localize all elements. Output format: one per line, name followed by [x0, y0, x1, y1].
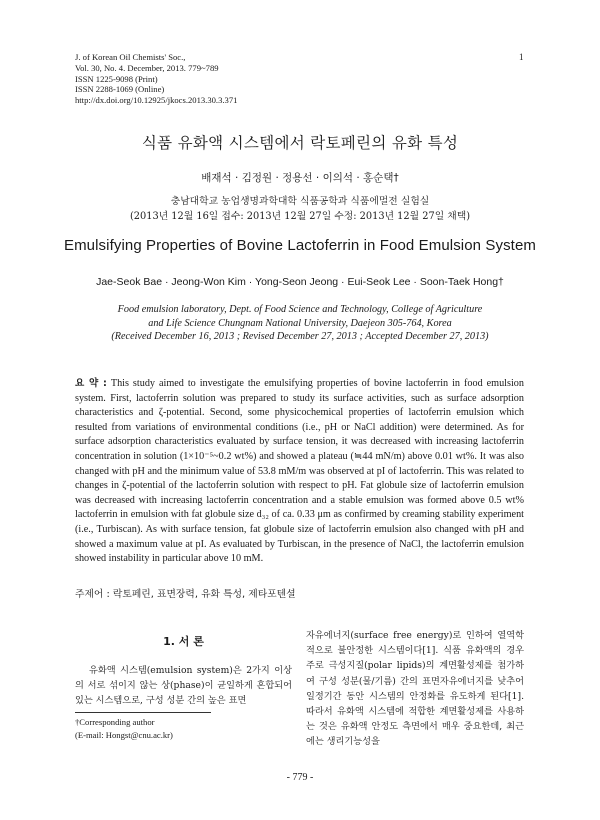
abstract-text: This study aimed to investigate the emulsifying properties of bovine lactoferrin in food emulsion system. First, lactoferrin solution was prepared to study its surface activities, such as surface adsorption characteristics and ζ-potential. Second, some physicochemical properties of lactoferrin emulsion which resulted from variations of environmental conditions (i.e., pH or NaCl addition) were determined. As for surface adsorption characteristics evaluated by surface tension, it was decreased with increasing lactoferrin concentration in solution (1×10⁻⁵~0.2 wt%) and showed a plateau (≒44 mN/m) above 0.01 wt%. It was also changed with pH and the minimum value of 53.8 mM/m was observed at pI of lactoferrin. This was related to changes in ζ-potential of the lactoferrin solution with respect to pH. Fat globule size of lactoferrin emulsion was decreased with increasing lactoferrin concentration and a stable emulsion was formed above 0.5 wt% lactoferrin in emulsion with fat globule size d₃₂ of ca. 0.33 μm as confirmed by creaming stability experiment (i.e., Turbiscan). As with surface tension, fat globule size of lactoferrin emulsion also changed with pH and showed a maximum value at pI. As evaluated by Turbiscan, in the presence of NaCl, the lactoferrin emulsion showed instability in particular above 10 mM.	[75, 378, 524, 565]
page-footer-number: - 779 -	[286, 772, 314, 783]
affiliation-korean-line: 충남대학교 농업생명과학대학 식품공학과 식품에멀전 실험실	[170, 196, 430, 207]
footnote-email: (E-mail: Hongst@cnu.ac.kr)	[75, 730, 173, 740]
affiliation-english	[0, 303, 600, 344]
title-english: Emulsifying Properties of Bovine Lactoferrin in Food Emulsion System	[63, 237, 536, 254]
issn-print: ISSN 1225-9098 (Print)	[75, 73, 158, 84]
authors-korean: 배재석 · 김정원 · 정용선 · 이의석 · 홍순택†	[201, 172, 399, 184]
dates-korean: (2013년 12월 16일 접수: 2013년 12월 27일 수정: 2013년 12월 27일 채택)	[129, 210, 471, 222]
page-number-top: 1	[519, 52, 524, 62]
section-heading: 1. 서 론	[163, 635, 204, 648]
title-korean: 식품 유화액 시스템에서 락토페린의 유화 특성	[141, 134, 459, 152]
intro-text-right: 자유에너지(surface free energy)로 인하여 열역학적으로 불안정한 시스템이다[1]. 식품 유화액의 경우 주로 극성지질(polar lipids)의 계면활성제를 첨가하여 구성 성분(물/기름) 간의 표면자유에너지를 낮추어 일정기간 동안 시스템의 안정화를 유도하게 된다[1]. 따라서 유화액 시스템에 적합한 계면활성제를 사용하는 것은 유화액 안정도 측면에서 매우 중요한데, 최근에는 생리기능성을	[306, 630, 524, 748]
affiliation-korean	[0, 195, 600, 224]
affiliation-english-line-2: and Life Science Chungnam National University, Daejeon 305-764, Korea	[148, 317, 452, 329]
journal-name: J. of Korean Oil Chemists' Soc.,	[75, 52, 186, 62]
journal-volume: Vol. 30, No. 4. December, 2013. 779~789	[75, 62, 219, 73]
left-column	[75, 633, 292, 709]
journal-header	[75, 52, 237, 106]
issn-online: ISSN 2288-1069 (Online)	[75, 84, 165, 95]
footnote	[75, 716, 173, 742]
dates-english: (Received December 16, 2013 ; Revised December 27, 2013 ; Accepted December 27, 2013)	[111, 331, 489, 343]
abstract-label: 요 약 :	[75, 378, 107, 389]
abstract	[75, 377, 524, 567]
keywords: 주제어 : 락토페린, 표면장력, 유화 특성, 제타포텐셜	[75, 589, 296, 600]
doi-link[interactable]: http://dx.doi.org/10.12925/jkocs.2013.30.3.371	[75, 95, 238, 106]
affiliation-english-line-1: Food emulsion laboratory, Dept. of Food Science and Technology, College of Agriculture	[117, 304, 483, 315]
footnote-corresponding: †Corresponding author	[75, 717, 155, 727]
footnote-divider	[75, 712, 211, 713]
authors-english: Jae-Seok Bae · Jeong-Won Kim · Yong-Seon Jeong · Eui-Seok Lee · Soon-Taek Hong†	[96, 276, 504, 288]
intro-text-left: 유화액 시스템(emulsion system)은 2가지 이상의 서로 섞이지 않는 상(phase)이 균일하게 혼합되어있는 시스템으로, 구성 성분 간의 높은 표면	[75, 665, 292, 707]
